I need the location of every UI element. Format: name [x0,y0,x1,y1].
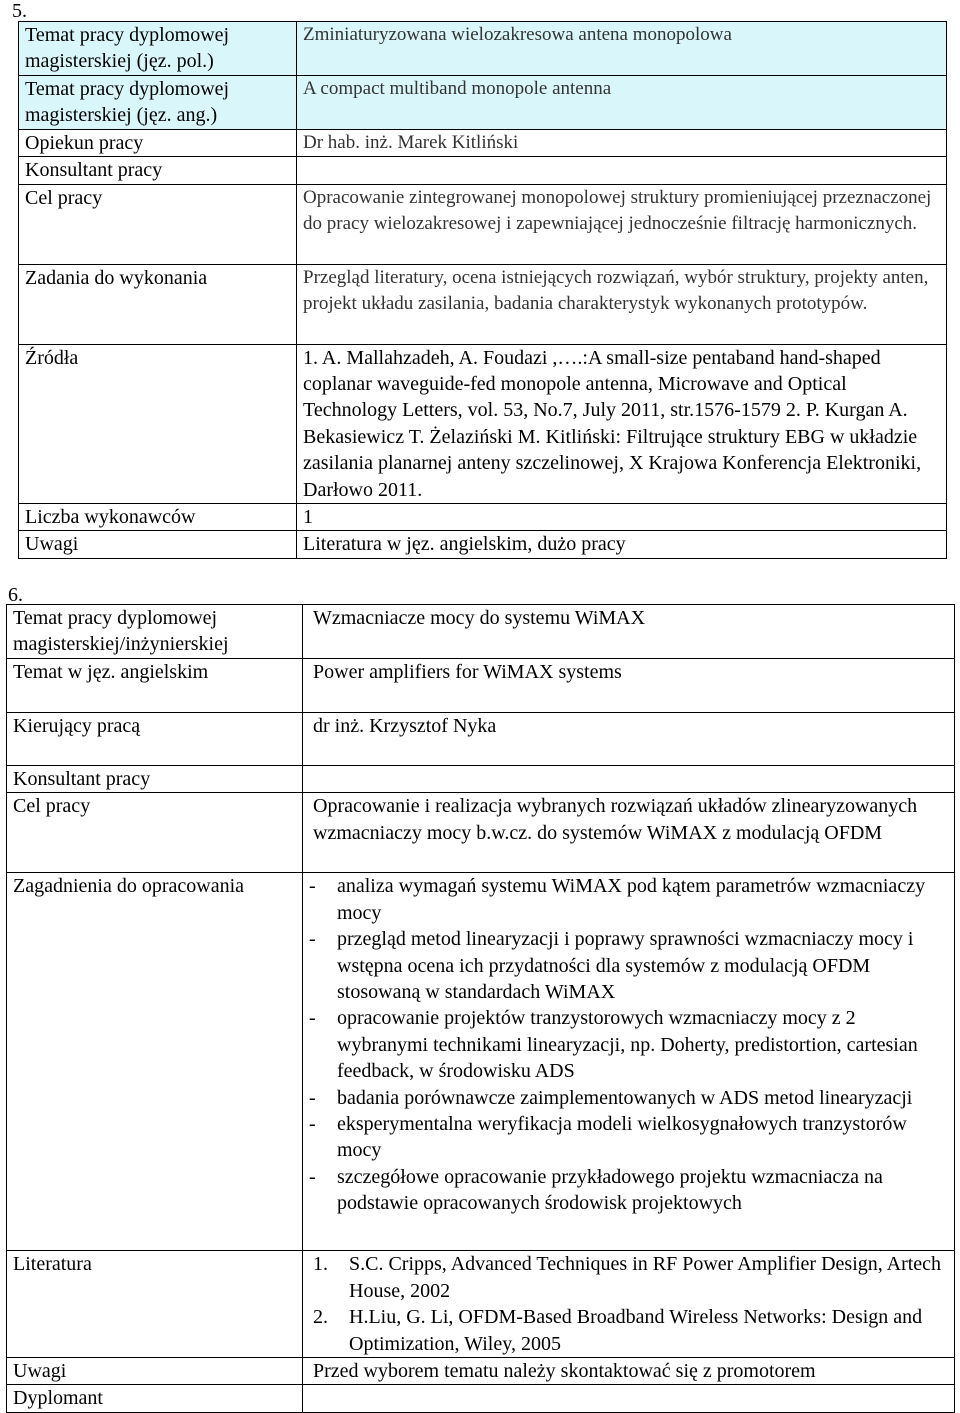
row-label: Dyplomant [7,1385,303,1412]
table-row [19,22,947,76]
row-label: Konsultant pracy [19,157,297,184]
table-row [7,659,955,713]
table-row [7,1358,955,1385]
table-row [7,793,955,873]
table-row [7,605,955,659]
row-value: Opracowanie i realizacja wybranych rozwiązań układów zlinearyzowanych wzmacniaczy mocy b.w.cz. do systemów WiMAX z modulacją OFDM [303,793,955,873]
row-label: Cel pracy [19,184,297,264]
list-item: - eksperymentalna weryfikacja modeli wielkosygnałowych tranzystorów mocy [307,1111,948,1164]
table-row [7,1385,955,1412]
tasks-list [307,873,948,1216]
table-row [19,504,947,531]
table-row [7,766,955,793]
row-value [303,873,955,1251]
row-label: Liczba wykonawców [19,504,297,531]
row-label: Zagadnienia do opracowania [7,873,303,1251]
row-value: Dr hab. inż. Marek Kitliński [297,129,947,156]
row-value [303,766,955,793]
table-row [19,531,947,558]
row-label: Opiekun pracy [19,129,297,156]
row-label: Temat pracy dyplomowej magisterskiej (jęz. pol.) [19,22,297,76]
row-value: 1. A. Mallahzadeh, A. Foudazi ,….:A small-size pentaband hand-shaped coplanar waveguide-fed monopole antenna, Microwave and Optical Technology Letters, vol. 53, No.7, July 2011, str.1576-1579 2. P. Kurgan A. Bekasiewicz T. Żelaziński M. Kitliński: Filtrujące struktury EBG w układzie zasilania planarnej anteny szczelinowej, X Krajowa Konferencja Elektroniki, Darłowo 2011. [297,344,947,503]
row-value [297,157,947,184]
list-item: 1. S.C. Cripps, Advanced Techniques in RF Power Amplifier Design, Artech House, 2002 [313,1253,942,1302]
row-value: Literatura w jęz. angielskim, dużo pracy [297,531,947,558]
row-label: Temat pracy dyplomowej magisterskiej (jęz. ang.) [19,75,297,129]
row-value: Opracowanie zintegrowanej monopolowej struktury promieniującej przeznaczonej do pracy wielozakresowej i zapewniającej jednocześnie filtrację harmonicznych. [297,184,947,264]
table-row [19,344,947,503]
list-item: - przegląd metod linearyzacji i poprawy sprawności wzmacniaczy mocy i wstępna ocena ich przydatności dla systemów z modulacją OFDM stosowaną w standardach WiMAX [307,926,948,1005]
row-label: Temat pracy dyplomowej magisterskiej/inżynierskiej [7,605,303,659]
row-value [303,1385,955,1412]
row-value: Power amplifiers for WiMAX systems [303,659,955,713]
table-row [19,75,947,129]
row-value [303,1251,955,1358]
table-row [19,129,947,156]
table-row [19,264,947,344]
row-value: dr inż. Krzysztof Nyka [303,713,955,766]
table-row [7,713,955,766]
row-value: Przegląd literatury, ocena istniejących rozwiązań, wybór struktury, projekty anten, projekt układu zasilania, badania charakterystyk wykonanych prototypów. [297,264,947,344]
row-label: Zadania do wykonania [19,264,297,344]
row-value: 1 [297,504,947,531]
row-value: Wzmacniacze mocy do systemu WiMAX [303,605,955,659]
row-label: Uwagi [7,1358,303,1385]
row-label: Temat w jęz. angielskim [7,659,303,713]
row-value: Zminiaturyzowana wielozakresowa antena monopolowa [297,22,947,76]
row-label: Cel pracy [7,793,303,873]
row-label: Źródła [19,344,297,503]
table-row [19,157,947,184]
section-number: 5. [12,0,27,22]
row-label: Kierujący pracą [7,713,303,766]
table-row [7,1251,955,1358]
table-row [7,873,955,1251]
list-item: - analiza wymagań systemu WiMAX pod kątem parametrów wzmacniaczy mocy [307,873,948,926]
list-item: 2. H.Liu, G. Li, OFDM-Based Broadband Wireless Networks: Design and Optimization, Wiley, 2005 [313,1306,923,1355]
literature-list [313,1251,948,1357]
row-value: A compact multiband monopole antenna [297,75,947,129]
list-item: - opracowanie projektów tranzystorowych wzmacniaczy mocy z 2 wybranymi technikami linearyzacji, np. Doherty, predistortion, cartesian feedback, w środowisku ADS [307,1005,948,1084]
row-label: Uwagi [19,531,297,558]
section-number: 6. [8,584,23,606]
list-item: - badania porównawcze zaimplementowanych w ADS metod linearyzacji [307,1085,948,1111]
table-row [19,184,947,264]
thesis-table-5 [18,21,947,559]
list-item: - szczegółowe opracowanie przykładowego projektu wzmacniacza na podstawie opracowanych środowisk projektowych [307,1164,948,1217]
thesis-table-6 [6,604,955,1413]
row-label: Literatura [7,1251,303,1358]
row-label: Konsultant pracy [7,766,303,793]
row-value: Przed wyborem tematu należy skontaktować się z promotorem [303,1358,955,1385]
